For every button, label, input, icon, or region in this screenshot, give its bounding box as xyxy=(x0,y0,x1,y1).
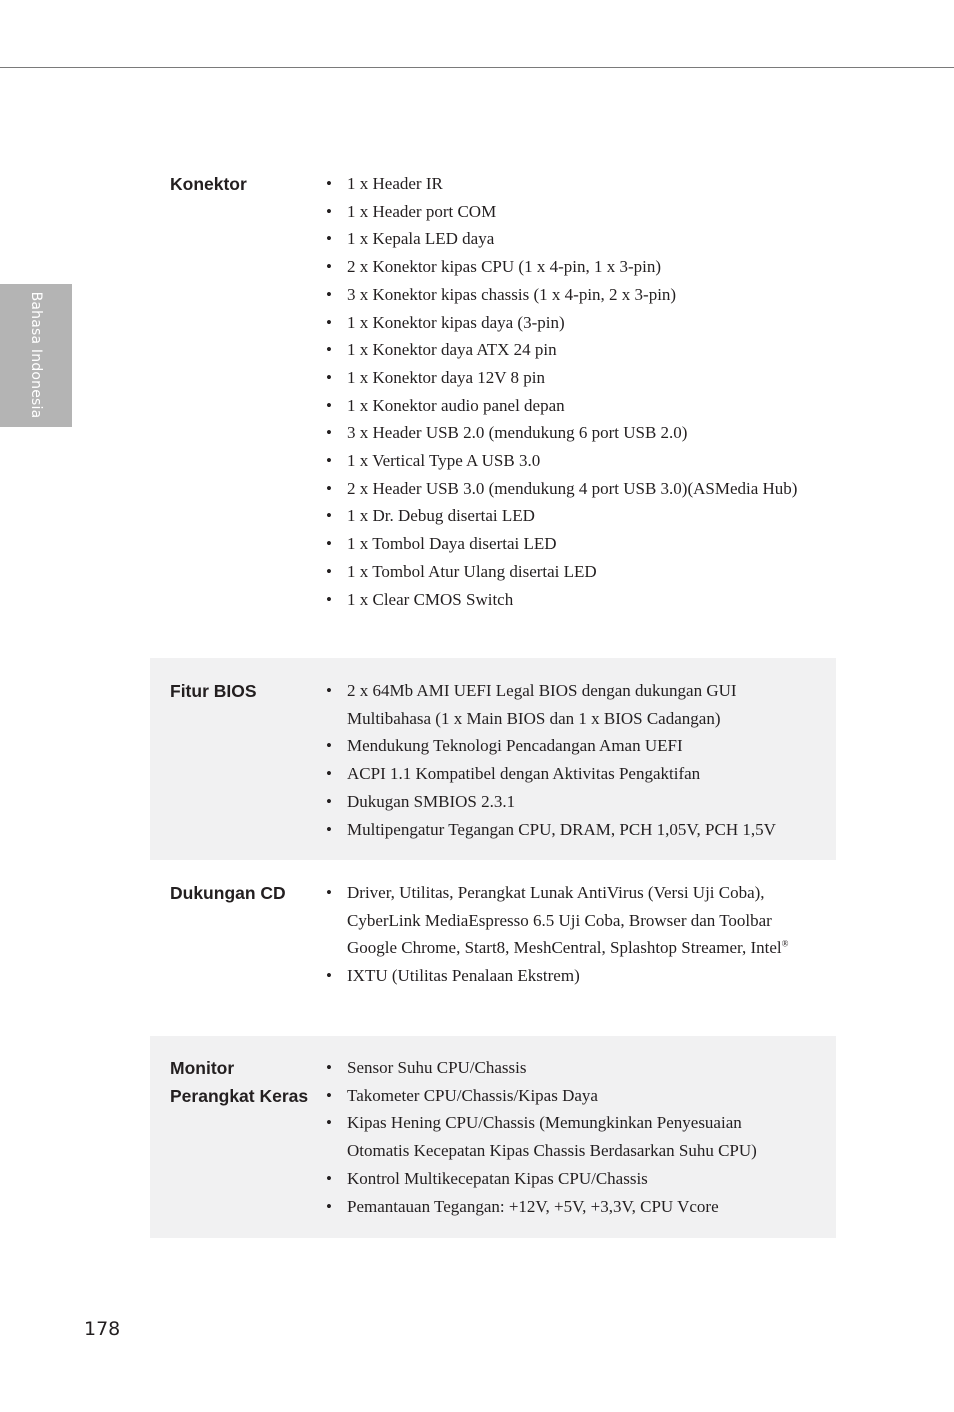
list-item: • 1 x Tombol Daya disertai LED xyxy=(326,530,806,558)
bullet-icon: • xyxy=(326,1085,332,1105)
list-item: • 1 x Header IR xyxy=(326,170,806,198)
bullet-icon: • xyxy=(326,561,332,581)
list-item: • Takometer CPU/Chassis/Kipas Daya xyxy=(326,1082,806,1110)
bullet-icon: • xyxy=(326,201,332,221)
spec-label-fitur-bios: Fitur BIOS xyxy=(170,681,257,701)
spec-list-konektor xyxy=(326,170,806,613)
registered-mark: ® xyxy=(781,938,789,949)
spec-label-konektor: Konektor xyxy=(170,174,247,194)
bullet-icon: • xyxy=(326,367,332,387)
list-item: • IXTU (Utilitas Penalaan Ekstrem) xyxy=(326,962,806,990)
bullet-icon: • xyxy=(326,395,332,415)
list-item: • 1 x Vertical Type A USB 3.0 xyxy=(326,447,806,475)
bullet-icon: • xyxy=(326,534,332,554)
list-item: • 3 x Konektor kipas chassis (1 x 4-pin, 2 x 3-pin) xyxy=(326,281,806,309)
list-item: • 1 x Dr. Debug disertai LED xyxy=(326,502,806,530)
spec-section-monitor-perangkat-keras xyxy=(150,1036,836,1238)
list-item: • 2 x Konektor kipas CPU (1 x 4-pin, 1 x 3-pin) xyxy=(326,253,806,281)
list-item: • 1 x Header port COM xyxy=(326,198,806,226)
spec-list-monitor-perangkat-keras xyxy=(326,1054,806,1220)
bullet-icon: • xyxy=(326,589,332,609)
list-item: • 1 x Konektor daya ATX 24 pin xyxy=(326,336,806,364)
bullet-icon: • xyxy=(326,736,332,756)
list-item: • 1 x Clear CMOS Switch xyxy=(326,586,806,614)
list-item: • Dukugan SMBIOS 2.3.1 xyxy=(326,788,806,816)
bullet-icon: • xyxy=(326,1058,332,1077)
bullet-icon: • xyxy=(326,312,332,332)
bullet-icon: • xyxy=(326,174,332,193)
bullet-icon: • xyxy=(326,764,332,784)
bullet-icon: • xyxy=(326,819,332,839)
spec-label-monitor-perangkat-keras: Monitor Perangkat Keras xyxy=(170,1058,309,1106)
bullet-icon: • xyxy=(326,451,332,471)
list-item: • Kipas Hening CPU/Chassis (Memungkinkan Penyesuaian Otomatis Kecepatan Kipas Chassis Berdasarkan Suhu CPU) xyxy=(326,1109,806,1164)
spec-label-dukungan-cd: Dukungan CD xyxy=(170,883,286,903)
spec-section-fitur-bios xyxy=(150,658,836,860)
list-item: • 1 x Konektor daya 12V 8 pin xyxy=(326,364,806,392)
list-item: • Mendukung Teknologi Pencadangan Aman UEFI xyxy=(326,732,806,760)
list-item: • Sensor Suhu CPU/Chassis xyxy=(326,1054,806,1082)
bullet-icon: • xyxy=(326,791,332,811)
bullet-icon: • xyxy=(326,681,332,700)
list-item: • 1 x Konektor audio panel depan xyxy=(326,392,806,420)
spec-section-dukungan-cd xyxy=(150,860,836,1036)
list-item: • Multipengatur Tegangan CPU, DRAM, PCH 1,05V, PCH 1,5V xyxy=(326,816,806,844)
list-item: • 3 x Header USB 2.0 (mendukung 6 port USB 2.0) xyxy=(326,419,806,447)
bullet-icon: • xyxy=(326,506,332,526)
bullet-icon: • xyxy=(326,284,332,304)
header-rule xyxy=(0,67,954,68)
list-item: • 1 x Tombol Atur Ulang disertai LED xyxy=(326,558,806,586)
bullet-icon: • xyxy=(326,1113,332,1133)
list-item: • Pemantauan Tegangan: +12V, +5V, +3,3V, CPU Vcore xyxy=(326,1193,806,1221)
bullet-icon: • xyxy=(326,478,332,498)
list-item: • 2 x Header USB 3.0 (mendukung 4 port USB 3.0)(ASMedia Hub) xyxy=(326,475,806,503)
bullet-icon: • xyxy=(326,1196,332,1216)
bullet-icon: • xyxy=(326,257,332,277)
bullet-icon: • xyxy=(326,340,332,360)
bullet-icon: • xyxy=(326,229,332,249)
language-side-tab-label: Bahasa Indonesia xyxy=(28,291,44,419)
list-item: • ACPI 1.1 Kompatibel dengan Aktivitas Pengaktifan xyxy=(326,760,806,788)
spec-list-dukungan-cd xyxy=(326,879,806,990)
bullet-icon: • xyxy=(326,966,332,986)
list-item: • Driver, Utilitas, Perangkat Lunak AntiVirus (Versi Uji Coba), CyberLink MediaEspresso 6.5 Uji Coba, Browser dan Toolbar Google Chrome, Start8, MeshCentral, Splashtop Streamer, Intel® xyxy=(326,879,806,962)
language-side-tab xyxy=(0,284,72,427)
list-item: • Kontrol Multikecepatan Kipas CPU/Chassis xyxy=(326,1165,806,1193)
page-number: 178 xyxy=(84,1318,121,1340)
bullet-icon: • xyxy=(326,423,332,443)
bullet-icon: • xyxy=(326,883,332,902)
bullet-icon: • xyxy=(326,1168,332,1188)
spec-section-konektor xyxy=(150,170,836,642)
spec-list-fitur-bios xyxy=(326,677,806,843)
list-item: • 1 x Konektor kipas daya (3-pin) xyxy=(326,309,806,337)
list-item: • 2 x 64Mb AMI UEFI Legal BIOS dengan dukungan GUI Multibahasa (1 x Main BIOS dan 1 x BIOS Cadangan) xyxy=(326,677,806,732)
list-item: • 1 x Kepala LED daya xyxy=(326,225,806,253)
